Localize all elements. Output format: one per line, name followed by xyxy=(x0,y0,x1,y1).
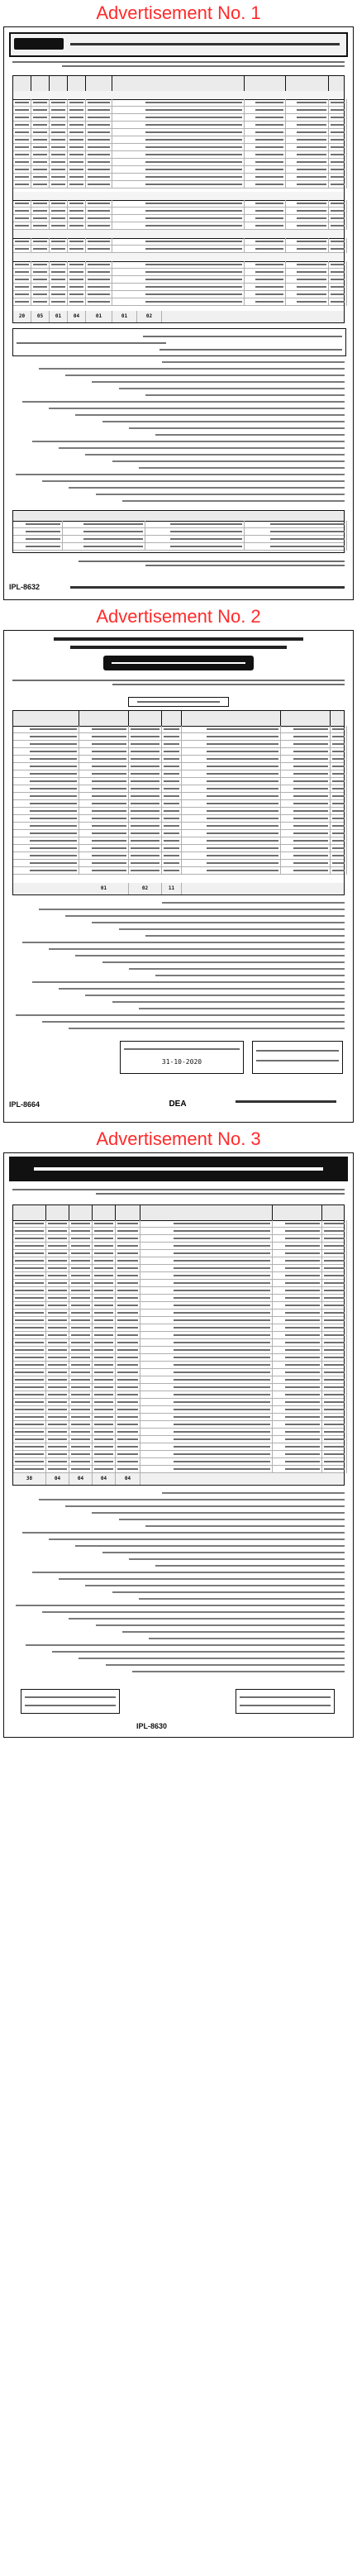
ad3-sign-left xyxy=(21,1689,120,1714)
term-line xyxy=(16,1605,345,1606)
ad3-post-row xyxy=(13,1339,344,1347)
ad3-post-row xyxy=(13,1317,344,1324)
term-line xyxy=(39,909,345,910)
ad3-post-row xyxy=(13,1414,344,1421)
ad2-table-caption xyxy=(128,697,229,707)
ad2-post-row xyxy=(13,867,344,875)
term-line xyxy=(92,1512,345,1514)
ad3-post-row xyxy=(13,1302,344,1309)
ad2-ipl-ref: IPL-8664 xyxy=(9,1100,40,1109)
ad3-post-row xyxy=(13,1451,344,1458)
term-line xyxy=(106,1664,345,1666)
term-line xyxy=(145,1525,345,1527)
ad1-post-row xyxy=(13,291,344,298)
ad3-terms-list xyxy=(12,1492,345,1682)
ad1-post-row xyxy=(13,200,344,208)
term-line xyxy=(155,434,345,436)
ad2-post-row xyxy=(13,763,344,770)
ad2-totals-row: 01 02 11 xyxy=(13,883,344,894)
term-line xyxy=(139,1008,345,1009)
term-line xyxy=(149,1638,345,1639)
ad3-post-row xyxy=(13,1406,344,1414)
ad3-post-row xyxy=(13,1243,344,1250)
ad3-banner xyxy=(9,1157,348,1181)
ad1-post-row xyxy=(13,276,344,284)
ad1-post-row xyxy=(13,136,344,144)
term-line xyxy=(85,454,345,456)
ad3-post-row xyxy=(13,1391,344,1399)
term-line xyxy=(85,1585,345,1586)
term-line xyxy=(129,968,345,970)
ad2-post-row xyxy=(13,785,344,793)
ad3-post-row xyxy=(13,1257,344,1265)
ad1-posts-table xyxy=(12,75,345,323)
ad3-post-row xyxy=(13,1220,344,1228)
ad1-schedule-row xyxy=(13,536,344,543)
term-line xyxy=(65,915,345,917)
term-line xyxy=(102,421,345,422)
ad1-intro-paragraph xyxy=(12,59,345,72)
term-line xyxy=(119,928,345,930)
ad2-office-abbrev: DEA xyxy=(169,1100,187,1109)
ad3-post-row xyxy=(13,1436,344,1443)
ad2-post-row xyxy=(13,733,344,741)
term-line xyxy=(32,441,345,442)
term-line xyxy=(92,922,345,923)
ad2-post-row xyxy=(13,778,344,785)
term-line xyxy=(42,1021,345,1023)
term-line xyxy=(16,1014,345,1016)
ad1-banner-tag xyxy=(14,38,64,50)
term-line xyxy=(75,955,345,956)
ad3-post-row xyxy=(13,1265,344,1272)
term-line xyxy=(69,487,345,489)
ad1-post-row xyxy=(13,107,344,114)
ad2-post-row xyxy=(13,823,344,830)
term-line xyxy=(102,961,345,963)
term-line xyxy=(42,1611,345,1613)
advertisement-3 xyxy=(3,1152,354,1738)
term-line xyxy=(39,1499,345,1500)
ad1-title-banner xyxy=(9,32,348,57)
term-line xyxy=(32,1572,345,1573)
ad1-schedule-table xyxy=(12,510,345,553)
term-line xyxy=(69,1618,345,1620)
ad1-totals-row: 20 05 01 04 01 01 02 xyxy=(13,311,344,322)
ad1-post-row xyxy=(13,159,344,166)
ad1-post-row xyxy=(13,174,344,181)
ad3-post-row xyxy=(13,1332,344,1339)
advertisement-3-heading: Advertisement No. 3 xyxy=(96,1128,261,1149)
ad3-posts-table xyxy=(12,1205,345,1486)
term-line xyxy=(96,1624,345,1626)
term-line xyxy=(49,408,345,409)
ad3-post-row xyxy=(13,1384,344,1391)
ad2-post-row xyxy=(13,837,344,845)
ad3-post-row xyxy=(13,1399,344,1406)
ad2-contact-box xyxy=(252,1041,343,1074)
term-line xyxy=(79,1658,345,1659)
term-line xyxy=(39,368,345,370)
term-line xyxy=(145,394,345,396)
term-line xyxy=(22,401,345,403)
term-line xyxy=(119,388,345,389)
ad1-terms-list xyxy=(12,361,345,507)
ad1-schedule-row xyxy=(13,521,344,528)
term-line xyxy=(145,935,345,937)
ad3-sign-right xyxy=(236,1689,335,1714)
ad2-banner xyxy=(103,656,254,670)
term-line xyxy=(119,1519,345,1520)
advertisement-2 xyxy=(3,630,354,1123)
term-line xyxy=(112,460,345,462)
term-line xyxy=(32,981,345,983)
term-line xyxy=(52,1651,345,1653)
ad3-post-row xyxy=(13,1369,344,1376)
term-line xyxy=(162,361,345,363)
ad1-post-row xyxy=(13,208,344,215)
ad1-post-row xyxy=(13,166,344,174)
ad2-post-row xyxy=(13,845,344,852)
term-line xyxy=(59,447,345,449)
ad1-post-row xyxy=(13,181,344,188)
ad2-signatory xyxy=(128,1094,227,1107)
ad1-post-row xyxy=(13,238,344,246)
ad2-post-row xyxy=(13,860,344,867)
ad1-schedule-row xyxy=(13,543,344,551)
ad1-post-row xyxy=(13,122,344,129)
term-line xyxy=(129,427,345,429)
term-line xyxy=(22,1532,345,1534)
ad3-post-row xyxy=(13,1421,344,1429)
ad1-post-row xyxy=(13,99,344,107)
ad2-post-row xyxy=(13,852,344,860)
ad1-post-row xyxy=(13,298,344,306)
ad3-post-row xyxy=(13,1272,344,1280)
term-line xyxy=(49,948,345,950)
ad2-post-row xyxy=(13,793,344,800)
term-line xyxy=(139,1598,345,1600)
ad2-posts-table xyxy=(12,710,345,895)
term-line xyxy=(65,374,345,376)
ad1-ipl-ref: IPL-8632 xyxy=(9,583,40,591)
ad2-post-row xyxy=(13,770,344,778)
ad2-terms-list xyxy=(12,902,345,1034)
term-line xyxy=(75,1545,345,1547)
term-line xyxy=(22,942,345,943)
term-line xyxy=(65,1505,345,1507)
advertisement-1-heading: Advertisement No. 1 xyxy=(96,2,261,23)
term-line xyxy=(69,1028,345,1029)
ad2-post-row xyxy=(13,815,344,823)
ad3-post-row xyxy=(13,1354,344,1362)
ad2-post-row xyxy=(13,830,344,837)
ad1-post-row xyxy=(13,261,344,269)
ad3-intro xyxy=(12,1186,345,1200)
term-line xyxy=(132,1671,345,1672)
term-line xyxy=(155,1565,345,1567)
ad1-post-row xyxy=(13,284,344,291)
term-line xyxy=(129,1558,345,1560)
term-line xyxy=(49,1538,345,1540)
term-line xyxy=(59,1578,345,1580)
ad2-post-row xyxy=(13,748,344,756)
ad3-post-row xyxy=(13,1287,344,1295)
ad2-dept-title xyxy=(54,637,303,641)
ad1-office-box xyxy=(12,328,346,356)
term-line xyxy=(85,995,345,996)
ad3-post-row xyxy=(13,1362,344,1369)
ad3-post-row xyxy=(13,1376,344,1384)
term-line xyxy=(102,1552,345,1553)
ad1-post-row xyxy=(13,114,344,122)
ad2-post-row xyxy=(13,726,344,733)
ad3-post-row xyxy=(13,1309,344,1317)
ad3-post-row xyxy=(13,1324,344,1332)
term-line xyxy=(112,1001,345,1003)
ad1-post-row xyxy=(13,246,344,253)
term-line xyxy=(112,1591,345,1593)
ad1-post-row xyxy=(13,222,344,230)
term-line xyxy=(42,480,345,482)
ad2-dates-box xyxy=(120,1041,244,1074)
ad3-post-row xyxy=(13,1466,344,1473)
term-line xyxy=(26,1644,345,1646)
ad1-post-row xyxy=(13,144,344,151)
ad3-post-row xyxy=(13,1295,344,1302)
ad2-post-row xyxy=(13,808,344,815)
ad3-post-row xyxy=(13,1228,344,1235)
term-line xyxy=(122,1631,345,1633)
term-line xyxy=(75,414,345,416)
ad3-post-row xyxy=(13,1443,344,1451)
term-line xyxy=(92,381,345,383)
ad3-post-row xyxy=(13,1280,344,1287)
advertisement-1 xyxy=(3,26,354,600)
term-line xyxy=(122,500,345,502)
ad1-post-row xyxy=(13,151,344,159)
ad3-post-row xyxy=(13,1458,344,1466)
ad1-post-row xyxy=(13,129,344,136)
term-line xyxy=(16,474,345,475)
ad3-post-row xyxy=(13,1250,344,1257)
advertisement-2-heading: Advertisement No. 2 xyxy=(96,606,261,627)
ad3-totals-row: 38 04 04 04 04 xyxy=(13,1473,344,1485)
ad3-ipl-ref: IPL-8630 xyxy=(136,1722,168,1730)
term-line xyxy=(162,902,345,904)
ad1-note xyxy=(12,558,345,571)
ad2-post-row xyxy=(13,756,344,763)
ad1-schedule-row xyxy=(13,528,344,536)
ad1-post-row xyxy=(13,215,344,222)
ad2-dept-subtitle xyxy=(70,646,287,649)
term-line xyxy=(96,494,345,495)
ad2-intro xyxy=(12,677,345,690)
ad1-table-header xyxy=(13,76,344,92)
term-line xyxy=(162,1492,345,1494)
ad2-date: 31-10-2020 xyxy=(161,1058,202,1066)
term-line xyxy=(59,988,345,990)
ad1-post-row xyxy=(13,269,344,276)
ad3-post-row xyxy=(13,1429,344,1436)
ad3-post-row xyxy=(13,1347,344,1354)
ad1-signature-line xyxy=(70,586,345,589)
ad3-post-row xyxy=(13,1235,344,1243)
ad2-post-row xyxy=(13,741,344,748)
term-line xyxy=(155,975,345,976)
term-line xyxy=(139,467,345,469)
ad2-post-row xyxy=(13,800,344,808)
